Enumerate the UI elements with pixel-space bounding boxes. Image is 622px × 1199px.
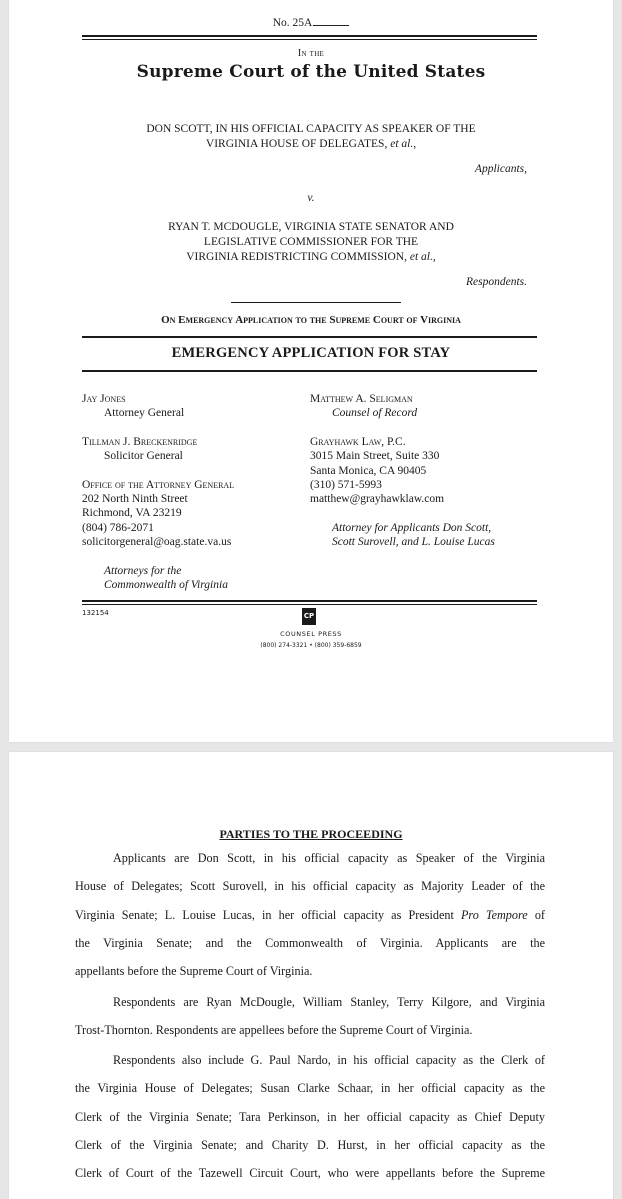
top-rule-thick [82, 35, 537, 37]
firm-phone: (310) 571-5993 [310, 479, 382, 492]
firm-street: 3015 Main Street, Suite 330 [310, 450, 440, 463]
docket-number: No. 25A [9, 17, 613, 29]
title-rule-bottom [82, 370, 537, 372]
office-phone: (804) 786-2071 [82, 521, 154, 534]
attorney-for-line1: Attorney for Applicants Don Scott, [332, 521, 492, 534]
firm-city: Santa Monica, CA 90405 [310, 464, 427, 477]
document-title: EMERGENCY APPLICATION FOR STAY [171, 345, 451, 361]
sg-name: Tillman J. Breckenridge [82, 435, 198, 448]
counsel-press-logo: CP [302, 608, 316, 625]
applicant-counsel-block [310, 392, 495, 550]
counsel-of-record: Counsel of Record [332, 407, 418, 420]
ag-title: Attorney General [104, 407, 185, 420]
ag-name: Jay Jones [82, 393, 126, 405]
firm-email: matthew@grayhawklaw.com [310, 493, 445, 506]
sg-title: Solicitor General [104, 450, 183, 463]
center-divider [231, 302, 401, 303]
printer-phone: (800) 274-3321 • (800) 359-6859 [260, 642, 362, 649]
versus: v. [307, 192, 315, 204]
applicants-party: DON SCOTT, IN HIS OFFICIAL CAPACITY AS SPEAKER OF THE VIRGINIA HOUSE OF DELEGATES, et al., [146, 123, 476, 150]
state-counsel-block [82, 392, 234, 592]
cover-page [9, 0, 613, 742]
paragraph-respondents: Respondents are Ryan McDougle, William Stanley, Terry Kilgore, and Virginia Trost-Thornton. Respondents are appellees before the Supreme Court of Virginia. [75, 995, 545, 1038]
parties-page [9, 752, 613, 1199]
attorney-for-line2: Scott Surovell, and L. Louise Lucas [332, 536, 495, 549]
attorneys-for-line1: Attorneys for the [104, 564, 182, 577]
office-street: 202 North Ninth Street [82, 493, 188, 506]
paragraph-applicants: Applicants are Don Scott, in his official capacity as Speaker of the Virginia House of Delegates; Scott Surovell, in his official capacity as Majority Leader of the Virginia Senate; L. Louise Lucas, in her official capacity as President Pro Tempore of the Virginia Senate; and the Commonwealth of Virginia. Applicants are the appellants before the Supreme Court of Virginia. [75, 851, 545, 979]
respondents-party: RYAN T. MCDOUGLE, VIRGINIA STATE SENATOR AND LEGISLATIVE COMMISSIONER FOR THE VIRGINIA REDISTRICTING COMMISSION, et al., [168, 221, 454, 263]
firm-name: Grayhawk Law, P.C. [310, 435, 406, 448]
printer-name: COUNSEL PRESS [280, 630, 342, 638]
office-email: solicitorgeneral@oag.state.va.us [82, 536, 232, 549]
in-the-line: In the [297, 48, 325, 59]
respondents-role: Respondents. [465, 276, 527, 288]
office-name: Office of the Attorney General [82, 478, 235, 491]
attorneys-for-line2: Commonwealth of Virginia [104, 579, 228, 592]
court-name: Supreme Court of the United States [136, 62, 486, 82]
job-number: 132154 [82, 609, 109, 617]
parties-heading: PARTIES TO THE PROCEEDING [219, 827, 403, 841]
applicants-role: Applicants, [474, 163, 527, 175]
on-application-line: On Emergency Application to the Supreme Court of Virginia [161, 314, 461, 326]
title-rule-top [82, 336, 537, 338]
top-rule-thin [82, 39, 537, 40]
counsel-name: Matthew A. Seligman [310, 393, 413, 405]
bottom-rule-thick [82, 600, 537, 602]
bottom-rule-thin [82, 604, 537, 605]
office-city: Richmond, VA 23219 [82, 507, 182, 520]
paragraph-additional-respondents: Respondents also include G. Paul Nardo, in his official capacity as the Clerk of the Virginia House of Delegates; Susan Clarke Schaar, in her official capacity as the Clerk of the Virginia Senate; Tara Perkinson, in her official capacity as Chief Deputy Clerk of the Virginia Senate; and Charity D. Hurst, in her official capacity as the Clerk of Court of the Tazewell Circuit Court, who were appellants before the Supreme [75, 1053, 545, 1181]
